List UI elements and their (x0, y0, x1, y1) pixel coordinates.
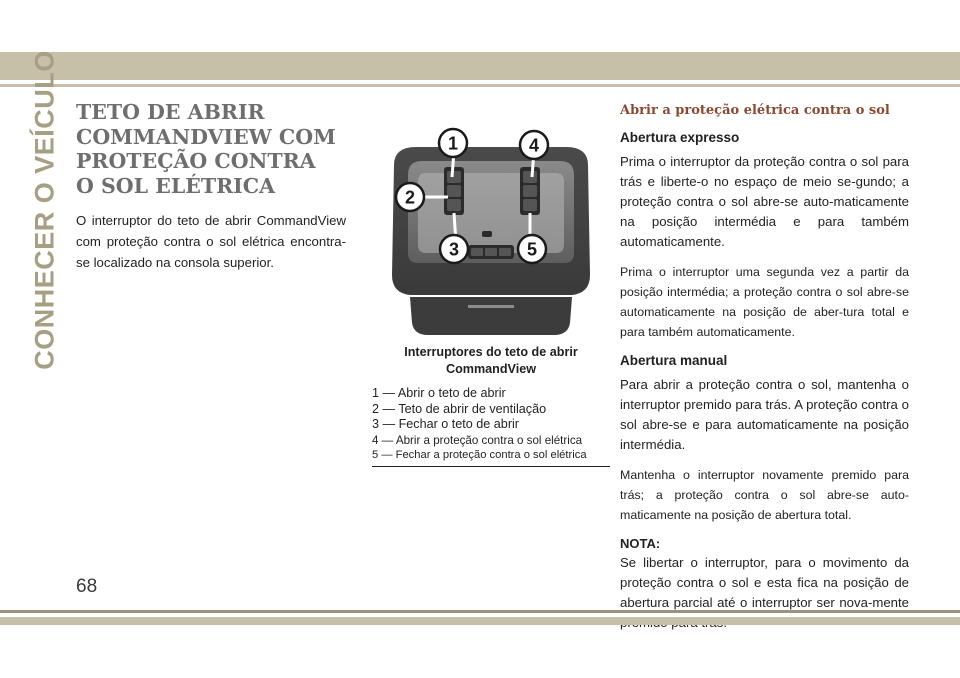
switch-button (471, 248, 483, 256)
callout-marker (518, 235, 546, 263)
intro-paragraph: O interruptor do teto de abrir CommandView com proteção contra o sol elétrica encontra-se localizado na consola superior. (76, 213, 346, 270)
section-heading: Abrir a proteção elétrica contra o sol (620, 103, 890, 118)
console-slot (468, 305, 514, 308)
footer-rule (0, 610, 960, 613)
left-column (76, 100, 346, 273)
note-label: NOTA: (620, 536, 661, 551)
footer-band (0, 617, 960, 625)
body-paragraph: Prima o interruptor da proteção contra o sol para trás e liberte-o no espaço de meio se-gundo; a proteção contra o sol abre-se auto-maticamente na posição intermédia e para também automaticamente. (620, 154, 909, 249)
figure-legend (372, 386, 610, 464)
figure-caption-line: CommandView (445, 362, 537, 376)
callout-number: 2 (404, 187, 416, 208)
legend-rule (372, 466, 610, 467)
section-side-tab (22, 50, 68, 370)
switch-button (447, 185, 461, 197)
console-lower-cover (410, 297, 572, 335)
console-sensor (482, 231, 492, 237)
page-title-line: O SOL ELÉTRICA (76, 173, 275, 198)
section-side-tab-label: CONHECER O VEÍCULO (29, 50, 60, 370)
callout-marker (520, 131, 548, 159)
note-paragraph: Se libertar o interruptor, para o movimento da proteção contra o sol e esta fica na posição de abertura parcial até o interruptor ser nova-mente (620, 555, 909, 610)
switch-button (523, 199, 537, 211)
figure-caption-line: Interruptores do teto de abrir (404, 345, 578, 359)
page-title-line: PROTEÇÃO CONTRA (76, 149, 316, 173)
header-band (0, 52, 960, 80)
header-rule (0, 84, 960, 87)
switch-button (447, 171, 461, 183)
legend-item: 1 — Abrir o teto de abrir (372, 386, 506, 400)
legend-item: 3 — Fechar o teto de abrir (372, 417, 519, 431)
callout-number: 3 (448, 239, 460, 260)
switch-button (523, 185, 537, 197)
callout-marker (440, 235, 468, 263)
switch-button (499, 248, 511, 256)
subsection-heading: Abertura manual (620, 353, 728, 368)
callout-marker (439, 129, 467, 157)
page-title-line: COMMANDVIEW COM (76, 124, 336, 149)
body-paragraph: Mantenha o interruptor novamente premido para trás; a proteção contra o sol abre-se auto-maticamente na posição de abertura total. (620, 468, 909, 522)
body-paragraph: Para abrir a proteção contra o sol, mantenha o interruptor premido para trás. A proteção contra o sol abre-se e para automaticamente na posição intermédia. (620, 377, 909, 452)
legend-item: 4 — Abrir a proteção contra o sol elétrica (372, 433, 583, 447)
page-number: 68 (76, 576, 98, 597)
legend-item: 2 — Teto de abrir de ventilação (372, 401, 547, 416)
callout-number: 5 (526, 239, 538, 260)
right-column (620, 102, 909, 643)
subsection-heading: Abertura expresso (620, 130, 740, 145)
callout-marker (396, 183, 424, 211)
legend-item: 5 — Fechar a proteção contra o sol elétrica (372, 449, 587, 461)
body-paragraph: Prima o interruptor uma segunda vez a partir da posição intermédia; a proteção contra o sol abre-se automaticamente na posição de aber-tura total e para também automaticamente. (620, 265, 909, 339)
callout-number: 4 (528, 135, 540, 156)
overhead-console-figure (372, 125, 610, 343)
switch-button (485, 248, 497, 256)
figure-caption (372, 344, 610, 378)
page-title-line: TETO DE ABRIR (76, 100, 265, 124)
callout-number: 1 (447, 133, 459, 154)
page-title (76, 100, 346, 198)
switch-button (447, 199, 461, 211)
switch-button (523, 171, 537, 183)
overhead-console-illustration (372, 125, 610, 343)
